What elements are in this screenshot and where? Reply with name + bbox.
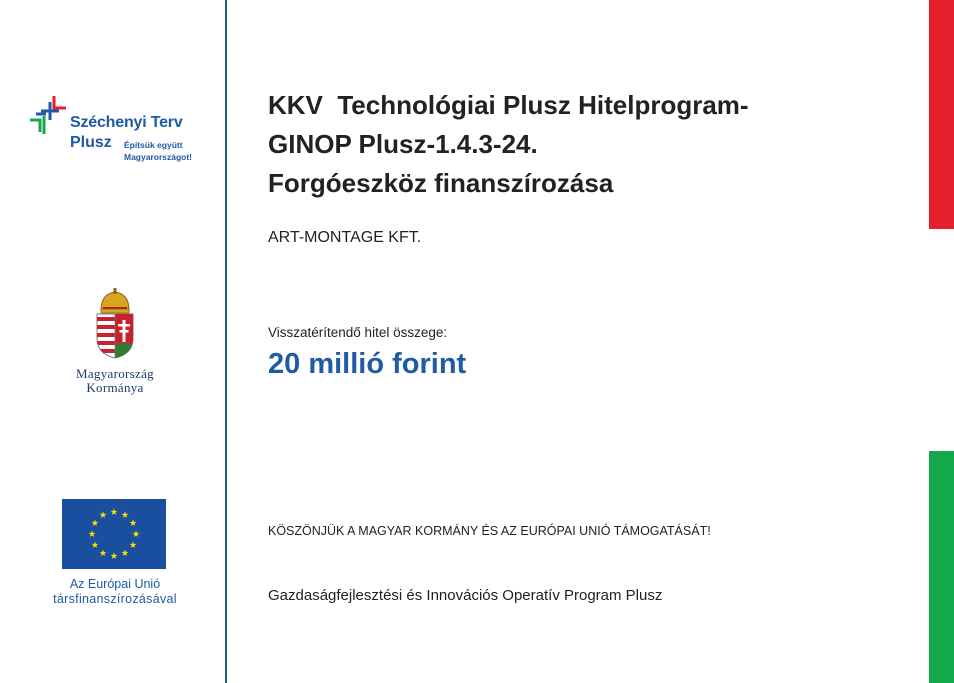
szechenyi-cross-icon — [28, 94, 72, 138]
szechenyi-slogan-line2: Magyarországot! — [124, 152, 193, 162]
project-title-line1: KKV Technológiai Plusz Hitelprogram- — [268, 90, 749, 120]
acknowledgement-text: KÖSZÖNJÜK A MAGYAR KORMÁNY ÉS AZ EURÓPAI UNIÓ TÁMOGATÁSÁT! — [268, 524, 711, 538]
eu-cofinancing-line1: Az Európai Unió — [69, 577, 161, 591]
project-title-line3: Forgóeszköz finanszírozása — [268, 168, 614, 198]
szechenyi-title: Széchenyi Terv — [70, 114, 183, 131]
program-name: Gazdaságfejlesztési és Innovációs Operatív Program Plusz — [268, 587, 663, 604]
beneficiary-name: ART-MONTAGE KFT. — [268, 229, 422, 246]
vertical-divider — [225, 0, 227, 683]
loan-amount-value: 20 millió forint — [268, 348, 467, 380]
eu-flag-icon — [62, 499, 166, 569]
flag-stripe-green — [929, 451, 954, 683]
coat-of-arms-icon — [93, 288, 137, 360]
project-title-line2: GINOP Plusz-1.4.3-24. — [268, 129, 538, 159]
government-name-line1: Magyarország — [76, 366, 154, 381]
szechenyi-plusz: Plusz — [70, 134, 112, 151]
loan-amount-label: Visszatérítendő hitel összege: — [268, 325, 448, 340]
szechenyi-terv-logo — [28, 94, 208, 166]
flag-stripe-red — [929, 0, 954, 229]
szechenyi-slogan-line1: Építsük együtt — [124, 140, 183, 150]
eu-cofinancing-line2: társfinanszírozásával — [53, 592, 177, 606]
government-name-line2: Kormánya — [86, 380, 144, 395]
